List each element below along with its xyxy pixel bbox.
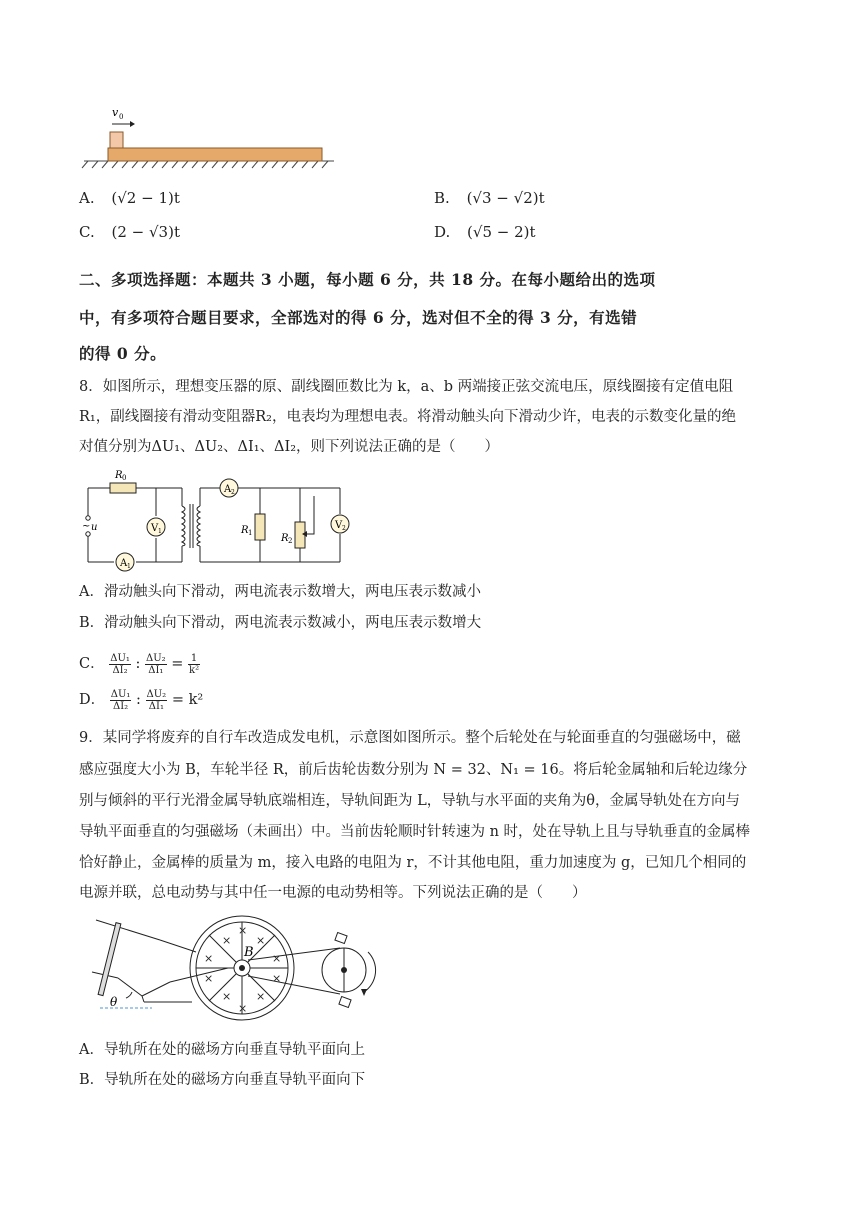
q7-option-a[interactable] [79, 188, 180, 208]
theta-label: θ [110, 995, 118, 1009]
section2-line2: 中，有多项符合题目要求，全部选对的得 6 分，选对但不全的得 3 分，有选错 [79, 308, 638, 327]
svg-text:×: × [222, 934, 232, 947]
a2-sub: 2 [231, 489, 235, 496]
q8-circuit-figure [78, 466, 350, 574]
d-frac-du2-di1: $\frac{\text{ΔU₂}}{\text{ΔI₁}}$ [146, 688, 167, 712]
d-frac-du1-di2: $\frac{\text{ΔU₁}}{\text{ΔI₂}}$ [110, 688, 131, 712]
q9-stem-line1: 9．某同学将废弃的自行车改造成发电机，示意图如图所示。整个后轮处在与轮面垂直的匀强磁场中，磁 [79, 730, 741, 746]
q8-option-c-letter: C． [79, 656, 105, 672]
q7-option-c-letter: C. [79, 223, 95, 241]
svg-text:×: × [238, 1002, 248, 1015]
q8-stem-line2: R₁，副线圈接有滑动变阻器R₂，电表均为理想电表。将滑动触头向下滑动少许，电表的示数变化量的绝 [79, 409, 736, 425]
c-frac-one-over-k2: $\frac{1}{\text{k²}}$ [189, 652, 200, 676]
q7-option-c-text: (2 − √3)t [111, 223, 180, 241]
q8-option-b[interactable]: B．滑动触头向下滑动，两电流表示数减小，两电压表示数增大 [79, 615, 482, 631]
svg-text:×: × [204, 952, 214, 965]
q8-option-d[interactable]: D． $\frac{\text{ΔU₁}}{\text{ΔI₂}}$ : $\frac{\text{ΔU₂}}{\text{ΔI₁}}$ = k² [79, 688, 204, 712]
v0-label: v [112, 106, 119, 119]
svg-text:×: × [222, 990, 232, 1003]
r0-label: R [115, 470, 123, 481]
field-b-label: B [244, 945, 254, 960]
q7-option-c[interactable] [79, 222, 180, 242]
q9-stem-line5: 恰好静止，金属棒的质量为 m，接入电路的电阻为 r，不计其他电阻，重力加速度为 g，已知几个相同的 [79, 855, 747, 871]
q7-option-b[interactable] [434, 188, 545, 208]
q8-option-d-letter: D． [79, 692, 106, 708]
q8-stem-line3: 对值分别为ΔU₁、ΔU₂、ΔI₁、ΔI₂，则下列说法正确的是（ ） [79, 439, 500, 455]
svg-text:×: × [204, 972, 214, 985]
q9-stem-line4: 导轨平面垂直的匀强磁场（未画出）中。当前齿轮顺时针转速为 n 时，处在导轨上且与导轨垂直的金属棒 [79, 824, 751, 840]
q9-option-b[interactable]: B．导轨所在处的磁场方向垂直导轨平面向下 [79, 1072, 366, 1088]
v2-sub: 2 [342, 525, 346, 532]
r1-label: R [241, 525, 249, 536]
q9-bicycle-generator-figure [82, 912, 382, 1022]
r0-sub: 0 [122, 474, 127, 482]
svg-text:×: × [256, 990, 266, 1003]
q7-figure [78, 98, 338, 172]
c-frac-du1-di2: $\frac{\text{ΔU₁}}{\text{ΔI₂}}$ [110, 652, 130, 676]
q7-option-a-letter: A. [79, 189, 95, 207]
ground-hatch [82, 161, 334, 168]
d-rhs: = k² [171, 692, 204, 708]
q8-option-a[interactable]: A．滑动触头向下滑动，两电流表示数增大，两电压表示数减小 [79, 584, 481, 600]
q9-option-a[interactable]: A．导轨所在处的磁场方向垂直导轨平面向上 [79, 1042, 365, 1058]
q7-option-b-text: (√3 − √2)t [466, 189, 545, 207]
v0-subscript: 0 [119, 113, 124, 121]
q7-option-d-letter: D. [434, 223, 451, 241]
u-label: u [91, 522, 98, 533]
svg-text:×: × [272, 972, 282, 985]
q7-option-b-letter: B. [434, 189, 450, 207]
a1-label: A [120, 558, 128, 569]
r1-sub: 1 [248, 529, 253, 537]
q8-option-c[interactable]: C． $\frac{\text{ΔU₁}}{\text{ΔI₂}}$ : $\frac{\text{ΔU₂}}{\text{ΔI₁}}$ = $\frac{1}{\text{k²}}$ [79, 652, 200, 676]
q9-stem-line3: 别与倾斜的平行光滑金属导轨底端相连，导轨间距为 L，导轨与水平面的夹角为θ，金属导轨处在方向与 [79, 793, 740, 809]
v1-sub: 1 [158, 528, 162, 535]
c-frac-du2-di1: $\frac{\text{ΔU₂}}{\text{ΔI₁}}$ [146, 652, 166, 676]
q9-stem-line6: 电源并联，总电动势与其中任一电源的电动势相等。下列说法正确的是（ ） [79, 885, 587, 901]
svg-text:×: × [256, 934, 266, 947]
source-tilde: ~ [82, 521, 91, 532]
a2-label: A [224, 484, 232, 495]
q7-option-d-text: (√5 − 2)t [467, 223, 536, 241]
a1-sub: 1 [127, 563, 131, 570]
v1-label: V [151, 523, 159, 534]
r2-label: R [281, 533, 289, 544]
svg-text:×: × [238, 924, 248, 937]
long-board [108, 148, 322, 161]
section2-line3: 的得 0 分。 [79, 344, 167, 363]
section2-line1: 二、多项选择题：本题共 3 小题，每小题 6 分，共 18 分。在每小题给出的选项 [79, 270, 656, 289]
v2-label: V [335, 520, 343, 531]
q8-stem-line1: 8．如图所示，理想变压器的原、副线圈匝数比为 k，a、b 两端接正弦交流电压，原线圈接有定值电阻 [79, 379, 734, 395]
q7-option-a-text: (√2 − 1)t [111, 189, 180, 207]
q9-stem-line2: 感应强度大小为 B，车轮半径 R，前后齿轮齿数分别为 N = 32、N₁ = 16。将后轮金属轴和后轮边缘分 [79, 762, 748, 778]
small-block [110, 132, 123, 148]
q7-option-d[interactable] [434, 222, 536, 242]
r2-sub: 2 [288, 537, 293, 545]
svg-text:×: × [272, 952, 282, 965]
